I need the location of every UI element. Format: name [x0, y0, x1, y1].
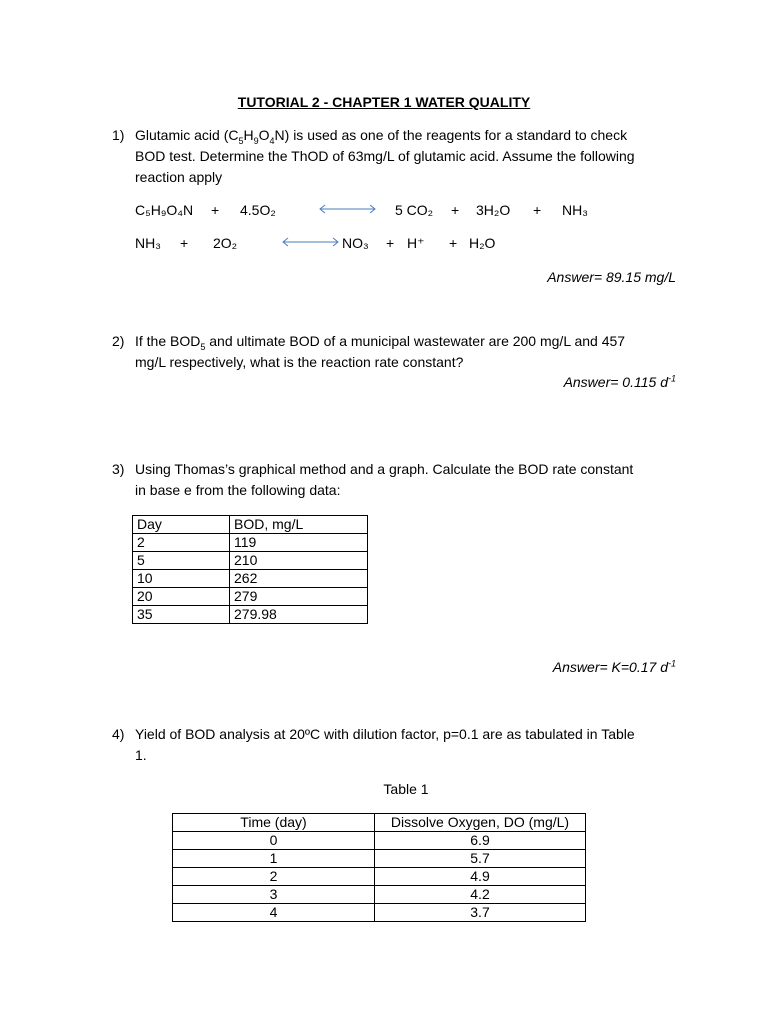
- header-cell: BOD, mg/L: [230, 516, 368, 534]
- table-cell: 1: [173, 850, 375, 868]
- table-row: [133, 552, 368, 570]
- double-arrow-icon: [318, 203, 378, 215]
- q1-number: 1): [112, 127, 125, 143]
- table-row: [173, 886, 586, 904]
- eq1-product2: 3H₂O: [476, 202, 511, 218]
- eq2-reactant1: NH₃: [135, 235, 161, 251]
- eq1-plus3: +: [533, 202, 542, 218]
- double-arrow-icon: [281, 236, 341, 248]
- eq1-plus1: +: [211, 202, 220, 218]
- table-row: [173, 904, 586, 922]
- table-cell: 3: [173, 886, 375, 904]
- table-row: [133, 534, 368, 552]
- eq2-plus2: +: [386, 235, 395, 251]
- q2-number: 2): [112, 333, 125, 349]
- eq2-plus1: +: [180, 235, 189, 251]
- q4-line1: Yield of BOD analysis at 20ºC with dilution factor, p=0.1 are as tabulated in Table: [135, 726, 635, 742]
- q2-answer: Answer= 0.115 $d^{-1}$: [563, 373, 676, 390]
- q3-number: 3): [112, 461, 125, 477]
- q2-line2: mg/L respectively, what is the reaction rate constant?: [135, 354, 464, 370]
- q4-line2: 1.: [135, 747, 147, 763]
- q1-line3: reaction apply: [135, 169, 223, 185]
- table-header-row: [173, 814, 586, 832]
- table-cell: 2: [173, 868, 375, 886]
- header-cell: Time (day): [173, 814, 375, 832]
- eq1-product3: NH₃: [562, 202, 588, 218]
- q1-line2: BOD test. Determine the ThOD of 63mg/L of glutamic acid. Assume the following: [135, 148, 635, 164]
- eq1-reactant2: 4.5O₂: [240, 202, 276, 218]
- table-cell: 20: [133, 588, 230, 606]
- eq2-product3: H₂O: [469, 235, 496, 251]
- q3-answer: Answer= K=0.17 $d^{-1}$: [552, 658, 676, 675]
- table-cell: 279: [230, 588, 368, 606]
- table-cell: 262: [230, 570, 368, 588]
- table-cell: 210: [230, 552, 368, 570]
- do-data-table: [172, 813, 586, 922]
- header-cell: Dissolve Oxygen, DO (mg/L): [375, 814, 586, 832]
- table-row: [173, 868, 586, 886]
- table-cell: 4: [173, 904, 375, 922]
- eq2-reactant2: 2O₂: [213, 235, 238, 251]
- header-cell: Day: [133, 516, 230, 534]
- eq1-reactant1: C₅H₉O₄N: [135, 202, 194, 218]
- table-cell: 10: [133, 570, 230, 588]
- page-title: TUTORIAL 2 - CHAPTER 1 WATER QUALITY: [237, 94, 531, 110]
- eq2-product2: H⁺: [407, 235, 425, 251]
- table-caption: Table 1: [383, 781, 429, 797]
- q3-line1: Using Thomas’s graphical method and a graph. Calculate the BOD rate constant: [135, 461, 634, 477]
- table-cell: 2: [133, 534, 230, 552]
- table-cell: 6.9: [375, 832, 586, 850]
- table-cell: 35: [133, 606, 230, 624]
- table-cell: 279.98: [230, 606, 368, 624]
- table-row: [133, 570, 368, 588]
- table-row: [133, 588, 368, 606]
- table-row: [173, 832, 586, 850]
- eq1-plus2: +: [451, 202, 460, 218]
- q1-answer: Answer= 89.15 mg/L: [547, 269, 676, 285]
- table-cell: 5.7: [375, 850, 586, 868]
- eq2-product1: NO₃: [342, 235, 369, 251]
- q2-line1: If the $BOD_5$ and ultimate BOD of a municipal wastewater are 200 mg/L and 457: [135, 333, 626, 352]
- bod-data-table: [132, 515, 368, 624]
- table-cell: 119: [230, 534, 368, 552]
- table-cell: 0: [173, 832, 375, 850]
- table-row: [173, 850, 586, 868]
- table-cell: 4.9: [375, 868, 586, 886]
- table-row: [133, 606, 368, 624]
- q4-number: 4): [112, 726, 125, 742]
- q1-line1: Glutamic acid $(C_5H_9O_4N)$ is used as one of the reagents for a standard to check: [135, 127, 628, 146]
- table-header-row: [133, 516, 368, 534]
- q3-line2: in base e from the following data:: [135, 482, 341, 498]
- table-cell: 3.7: [375, 904, 586, 922]
- eq2-plus3: +: [449, 235, 458, 251]
- table-cell: 5: [133, 552, 230, 570]
- table-cell: 4.2: [375, 886, 586, 904]
- eq1-product1: 5 CO₂: [395, 202, 434, 218]
